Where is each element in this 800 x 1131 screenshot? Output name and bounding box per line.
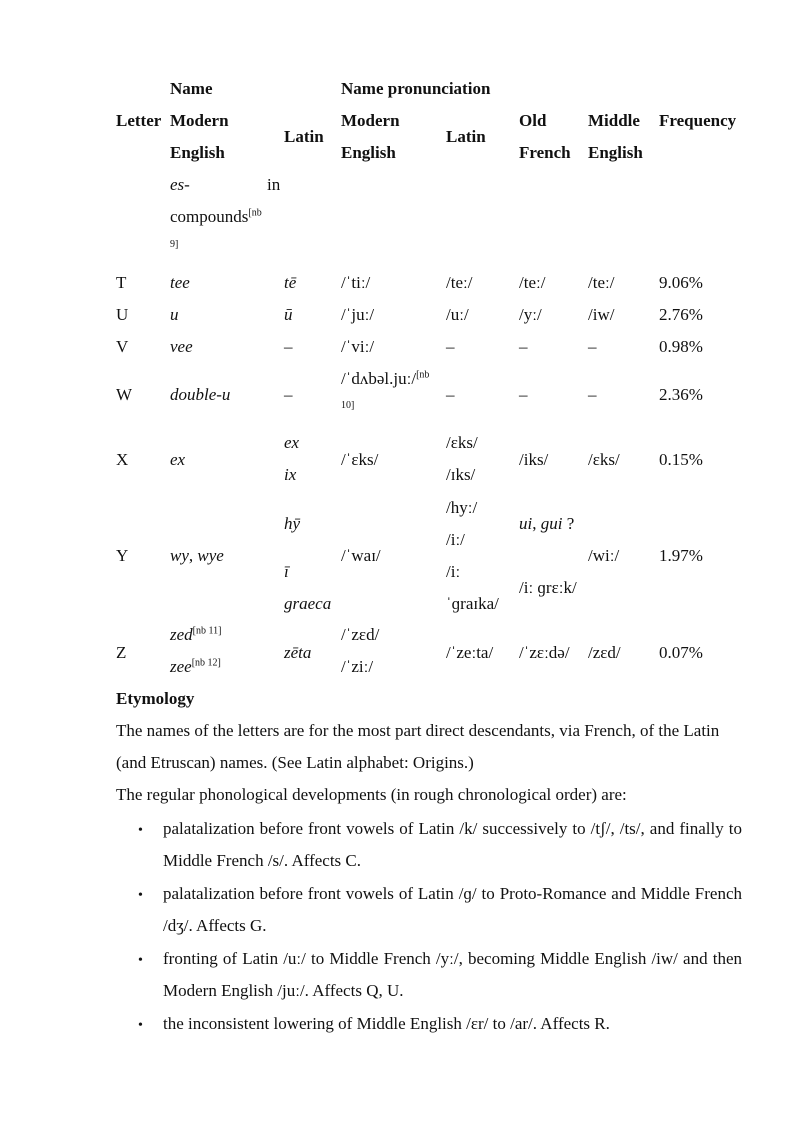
cell-latin-1: hȳ bbox=[284, 514, 301, 533]
cell-old-french: /ˈzɛːdə/ bbox=[519, 643, 570, 662]
cell-pron-latin: /teː/ bbox=[446, 273, 473, 292]
section-heading: Etymology bbox=[116, 689, 195, 708]
cell-pron-latin-2: /ɪks/ bbox=[446, 465, 476, 484]
cell-pron-latin-1: /hyː/ bbox=[446, 498, 478, 517]
cell-frequency: 1.97% bbox=[659, 546, 703, 565]
comma: , bbox=[188, 546, 194, 565]
cell-modern: vee bbox=[170, 337, 193, 356]
cell-letter: W bbox=[116, 385, 133, 404]
cell-latin-1: ex bbox=[284, 433, 300, 452]
es-prefix: es- bbox=[170, 175, 190, 194]
cell-pron-modern: /ˈviː/ bbox=[341, 337, 375, 356]
cell-frequency: 2.36% bbox=[659, 385, 703, 404]
modern-b: wye bbox=[197, 546, 224, 565]
header-name-modern-english-2: English bbox=[170, 143, 225, 162]
cell-modern-1 bbox=[170, 622, 221, 648]
paragraph: The regular phonological developments (in rough chronological order) are: bbox=[116, 785, 627, 804]
list-item-text: palatalization before front vowels of Latin /k/ successively to /tʃ/, /ts/, and finally to Middle French /s/. Affects C. bbox=[163, 819, 742, 870]
cell-modern: ex bbox=[170, 450, 186, 469]
in-word: in bbox=[267, 175, 281, 194]
cell-pron-latin-1: /ɛks/ bbox=[446, 433, 478, 452]
of-a: ui bbox=[519, 514, 533, 533]
cell-modern bbox=[170, 543, 224, 569]
zed-text: zed bbox=[170, 625, 193, 644]
cell-pron-latin-2: /iː/ bbox=[446, 530, 465, 549]
cell-frequency: 0.07% bbox=[659, 643, 703, 662]
cell-middle-english: /iw/ bbox=[588, 305, 615, 324]
header-old-french-1: Old bbox=[519, 111, 547, 130]
cell-frequency: 9.06% bbox=[659, 273, 703, 292]
cell-frequency: 0.98% bbox=[659, 337, 703, 356]
cell-modern-2 bbox=[170, 654, 221, 680]
question-mark: ? bbox=[566, 514, 575, 533]
footnote-ref-nb[interactable]: [nb bbox=[248, 207, 262, 219]
cell-old-french-1 bbox=[519, 511, 574, 537]
cell-latin: – bbox=[284, 385, 293, 404]
footnote-ref-9[interactable]: 9] bbox=[170, 239, 179, 250]
header-old-french-2: French bbox=[519, 143, 571, 162]
pron-text: /ˈdʌbəl.juː/ bbox=[341, 369, 417, 388]
header-middle-english-1: Middle bbox=[588, 111, 640, 130]
cell-latin: – bbox=[284, 337, 293, 356]
list-item-text: palatalization before front vowels of Latin /ɡ/ to Proto-Romance and Middle French /dʒ/. Affects G. bbox=[163, 884, 742, 935]
bullet-icon: • bbox=[138, 888, 143, 903]
header-pron-latin: Latin bbox=[446, 127, 486, 146]
header-name-modern-english-1: Modern bbox=[170, 111, 229, 130]
compounds-word bbox=[170, 204, 262, 230]
compounds-text: compounds bbox=[170, 207, 249, 226]
cell-old-french: – bbox=[519, 385, 528, 404]
footnote-ref-nb[interactable]: [nb bbox=[416, 369, 430, 381]
of-b: gui bbox=[540, 514, 563, 533]
cell-latin-2: ix bbox=[284, 465, 297, 484]
cell-middle-english: – bbox=[588, 385, 597, 404]
cell-old-french: /iks/ bbox=[519, 450, 549, 469]
cell-pron-modern-1: /ˈzɛd/ bbox=[341, 625, 380, 644]
list-item-text: fronting of Latin /uː/ to Middle French /yː/, becoming Middle English /iw/ and then Modern English /juː/. Affects Q, U. bbox=[163, 949, 742, 1000]
footnote-ref-12[interactable]: [nb 12] bbox=[191, 657, 221, 669]
cell-letter: U bbox=[116, 305, 129, 324]
list-item-text: the inconsistent lowering of Middle English /ɛr/ to /ar/. Affects R. bbox=[163, 1014, 610, 1033]
cell-letter: Y bbox=[116, 546, 129, 565]
cell-pron-modern-2: /ˈziː/ bbox=[341, 657, 374, 676]
cell-letter: Z bbox=[116, 643, 127, 662]
zee-text: zee bbox=[170, 657, 192, 676]
cell-middle-english: /wiː/ bbox=[588, 546, 620, 565]
header-pron-modern-english-1: Modern bbox=[341, 111, 400, 130]
header-middle-english-2: English bbox=[588, 143, 643, 162]
cell-pron-latin: /ˈzeːta/ bbox=[446, 643, 494, 662]
cell-modern: u bbox=[170, 305, 179, 324]
cell-modern: double-u bbox=[170, 385, 231, 404]
header-frequency: Frequency bbox=[659, 111, 737, 130]
cell-letter: T bbox=[116, 273, 127, 292]
cell-pron-latin: – bbox=[446, 385, 455, 404]
footnote-ref-10[interactable]: 10] bbox=[341, 400, 355, 411]
header-name-pronunciation: Name pronunciation bbox=[341, 79, 491, 98]
header-letter: Letter bbox=[116, 111, 162, 130]
bullet-icon: • bbox=[138, 1018, 143, 1033]
cell-pron-latin: – bbox=[446, 337, 455, 356]
cell-old-french: /teː/ bbox=[519, 273, 546, 292]
cell-modern: tee bbox=[170, 273, 190, 292]
cell-pron-latin-4: ˈɡraɪka/ bbox=[446, 594, 499, 613]
header-pron-modern-english-2: English bbox=[341, 143, 396, 162]
cell-pron-modern: /ˈɛks/ bbox=[341, 450, 379, 469]
cell-latin: zēta bbox=[284, 643, 312, 662]
cell-frequency: 2.76% bbox=[659, 305, 703, 324]
footnote-ref-11[interactable]: [nb 11] bbox=[192, 625, 222, 637]
cell-pron-latin-3: /iː bbox=[446, 562, 461, 581]
cell-pron-latin: /uː/ bbox=[446, 305, 469, 324]
cell-middle-english: – bbox=[588, 337, 597, 356]
paragraph: The names of the letters are for the most part direct descendants, via French, of the Latin (and Etruscan) names. (See Latin alphabet: Origins.) bbox=[116, 721, 720, 772]
comma: , bbox=[532, 514, 537, 533]
cell-latin: tē bbox=[284, 273, 297, 292]
cell-pron-modern bbox=[341, 366, 429, 392]
bullet-icon: • bbox=[138, 953, 143, 968]
cell-pron-modern: /ˈtiː/ bbox=[341, 273, 371, 292]
bullet-icon: • bbox=[138, 823, 143, 838]
cell-old-french: /yː/ bbox=[519, 305, 542, 324]
cell-middle-english: /ɛks/ bbox=[588, 450, 620, 469]
cell-middle-english: /teː/ bbox=[588, 273, 615, 292]
cell-latin: ū bbox=[284, 305, 293, 324]
cell-middle-english: /zɛd/ bbox=[588, 643, 621, 662]
cell-letter: X bbox=[116, 450, 129, 469]
header-name: Name bbox=[170, 79, 213, 98]
header-name-latin: Latin bbox=[284, 127, 324, 146]
cell-letter: V bbox=[116, 337, 129, 356]
cell-pron-modern: /ˈwaɪ/ bbox=[341, 546, 381, 565]
cell-old-french-2: /iː ɡrɛːk/ bbox=[519, 578, 577, 597]
cell-latin-2: ī bbox=[284, 562, 289, 581]
cell-frequency: 0.15% bbox=[659, 450, 703, 469]
modern-a: wy bbox=[170, 546, 189, 565]
cell-latin-3: graeca bbox=[284, 594, 332, 613]
cell-old-french: – bbox=[519, 337, 528, 356]
cell-pron-modern: /ˈjuː/ bbox=[341, 305, 375, 324]
